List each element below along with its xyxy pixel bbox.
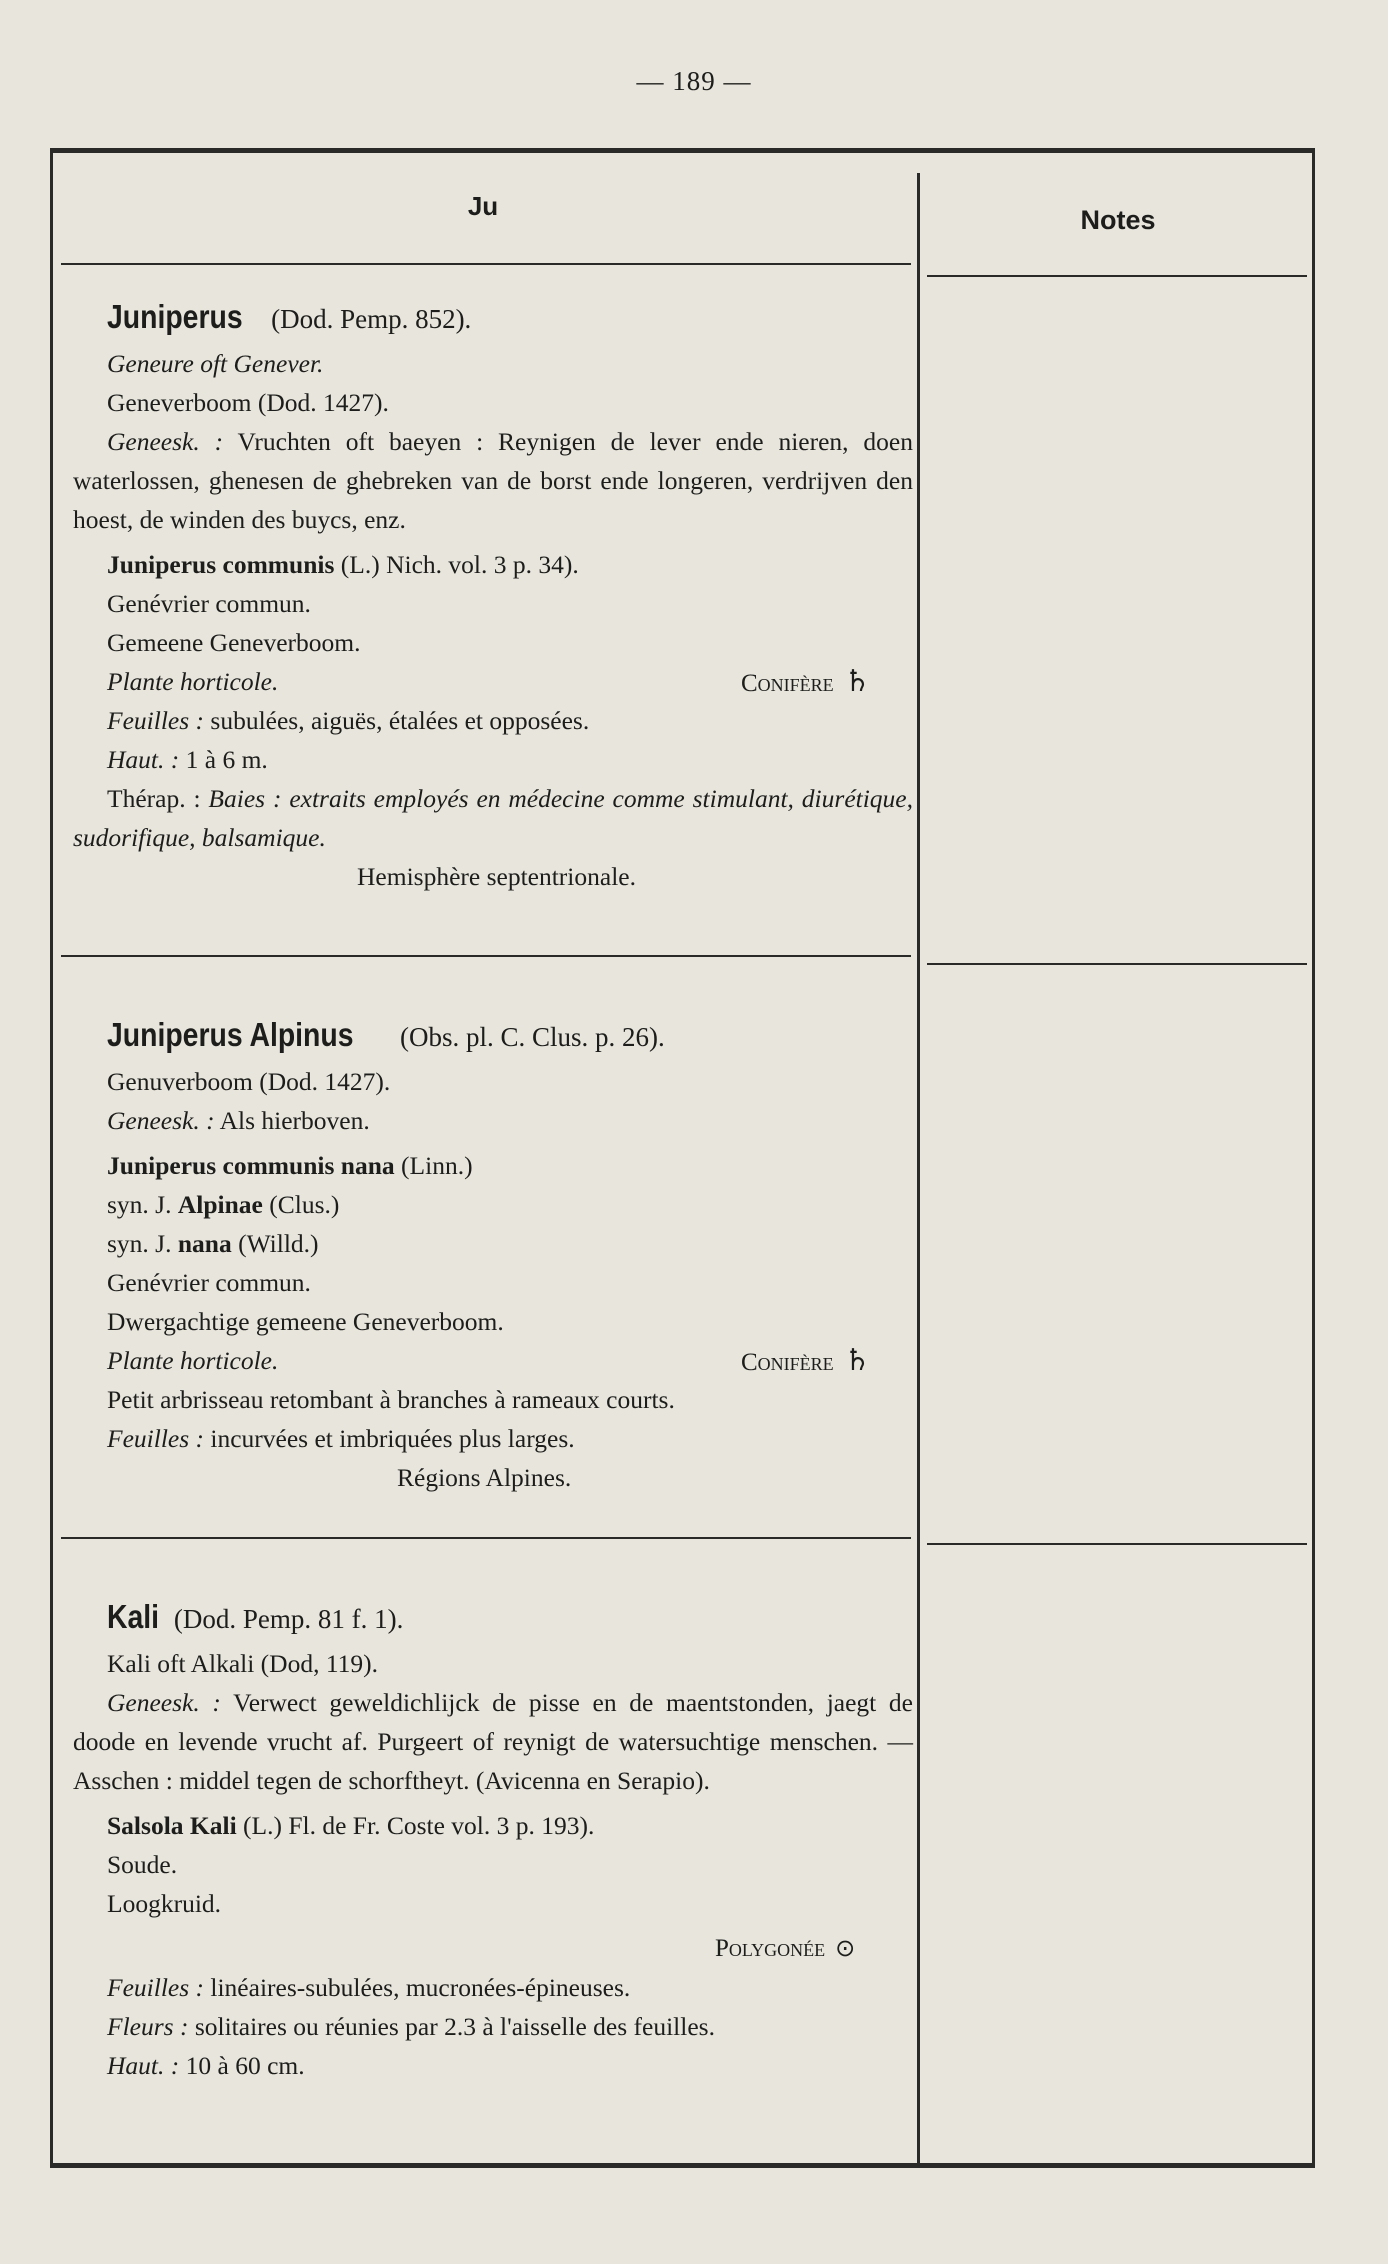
scientific-name: Juniperus communis nana (Linn.) — [107, 1151, 473, 1180]
entry-divider-left — [61, 955, 911, 957]
tree-symbol-icon: ♄ — [843, 665, 871, 698]
height: Haut. : 10 à 60 cm. — [107, 2051, 305, 2080]
vernacular-name: Geneure oft Genever. — [107, 349, 324, 378]
dutch-name: Dwergachtige gemeene Geneverboom. — [107, 1307, 504, 1336]
entry-juniperus-alpinus — [73, 1011, 913, 1497]
entry-divider-left — [61, 1537, 911, 1539]
leaves: Feuilles : incurvées et imbriquées plus larges. — [107, 1424, 575, 1453]
plant-family: Polygonée ⊙ — [715, 1935, 856, 1962]
entry-divider-right — [927, 963, 1307, 965]
scientific-name: Juniperus communis (L.) Nich. vol. 3 p. 34). — [107, 550, 579, 579]
medicinal-use: Geneesk. : Als hierboven. — [107, 1106, 370, 1135]
entry-source: (Dod. Pemp. 81 f. 1). — [173, 1604, 404, 1634]
leaves: Feuilles : linéaires-subulées, mucronées-épineuses. — [107, 1973, 631, 2002]
left-column-header: Ju — [467, 191, 499, 221]
vernacular-name: Genuverboom (Dod. 1427). — [107, 1067, 391, 1096]
page-number: — 189 — — [636, 66, 752, 96]
french-name: Soude. — [107, 1850, 178, 1879]
entry-kali — [73, 1593, 913, 2085]
french-name: Genévrier commun. — [107, 1268, 311, 1297]
column-divider — [917, 173, 920, 2163]
region: Hemisphère septentrionale. — [357, 862, 636, 891]
entry-divider-right — [927, 1543, 1307, 1545]
synonym: syn. J. nana (Willd.) — [107, 1229, 319, 1258]
plant-type-row — [73, 662, 913, 701]
plant-type-row — [73, 1341, 913, 1380]
flowers: Fleurs : solitaires ou réunies par 2.3 à l'aisselle des feuilles. — [107, 2012, 715, 2041]
medicinal-use: Geneesk. : Vruchten oft baeyen : Reynigen de lever ende nieren, doen waterlossen, ghenesen de ghebreken van de borst ende longeren, verdrijven den hoest, de winden des buycs, enz. — [73, 427, 913, 534]
therapeutic-use: Thérap. : Baies : extraits employés en médecine comme stimulant, diurétique, sudorifique, balsamique. — [73, 784, 913, 852]
entry-source: (Dod. Pemp. 852). — [271, 304, 472, 334]
plant-family: Conifère ♄ — [741, 1344, 871, 1377]
annual-symbol-icon: ⊙ — [835, 1936, 856, 1962]
dutch-name: Loogkruid. — [107, 1889, 222, 1918]
plant-type: Plante horticole. — [107, 667, 279, 696]
entry-source: (Obs. pl. C. Clus. p. 26). — [400, 1022, 665, 1052]
height: Haut. : 1 à 6 m. — [107, 745, 268, 774]
dutch-name: Gemeene Geneverboom. — [107, 628, 361, 657]
vernacular-ref: Geneverboom (Dod. 1427). — [107, 388, 389, 417]
tree-symbol-icon: ♄ — [843, 1344, 871, 1377]
leaves: Feuilles : subulées, aiguës, étalées et opposées. — [107, 706, 590, 735]
entry-title: Juniperus — [107, 298, 243, 335]
header-divider-left — [61, 263, 911, 265]
entry-juniperus — [73, 293, 913, 896]
french-name: Genévrier commun. — [107, 589, 311, 618]
description: Petit arbrisseau retombant à branches à rameaux courts. — [107, 1385, 675, 1414]
scientific-name: Salsola Kali (L.) Fl. de Fr. Coste vol. 3 p. 193). — [107, 1811, 595, 1840]
plant-type: Plante horticole. — [107, 1346, 279, 1375]
synonym: syn. J. Alpinae (Clus.) — [107, 1190, 340, 1219]
notes-column-header: Notes — [1080, 205, 1156, 235]
header-divider-right — [927, 275, 1307, 277]
plant-family: Conifère ♄ — [741, 665, 871, 698]
plant-family-row — [73, 1929, 913, 1968]
table-frame — [50, 148, 1315, 2168]
vernacular-name: Kali oft Alkali (Dod, 119). — [107, 1649, 379, 1678]
medicinal-use: Geneesk. : Verwect geweldichlijck de pisse en de maentstonden, jaegt de doode en levende vrucht af. Purgeert of reynigt de watersuchtige menschen. — Asschen : middel tegen de schorftheyt. (Avicenna en Serapio). — [73, 1688, 913, 1795]
entry-title: Kali — [107, 1598, 160, 1635]
entry-title: Juniperus Alpinus — [107, 1016, 354, 1053]
region: Régions Alpines. — [397, 1463, 572, 1492]
